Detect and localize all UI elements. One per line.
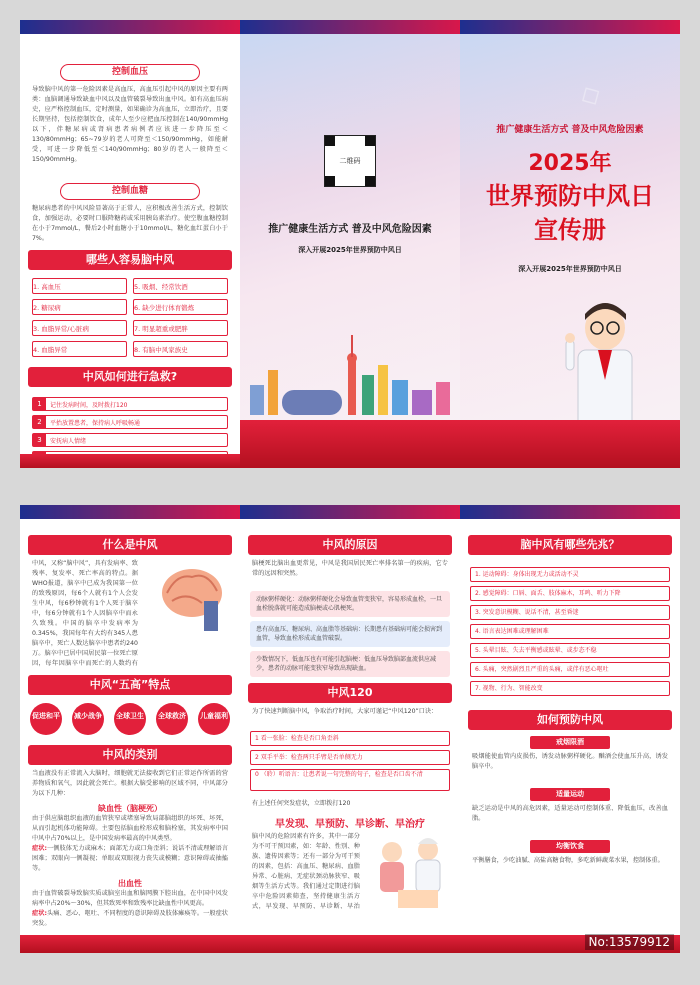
- watermark: ◇: [573, 77, 607, 113]
- sign-row: 3. 突发意识模糊、说话不清，甚至昏迷: [470, 605, 670, 620]
- feature-circle: 儿童福利: [198, 703, 230, 735]
- fast-row: 2 双手平举：检查两只手臂是否单侧无力: [250, 750, 450, 765]
- four-early-slogan: 早发现、早预防、早诊断、早治疗: [275, 819, 425, 830]
- prevention-text: 缺乏运动是中风的高危因素，适量运动可控制体重、降低血压，改善血脂。: [472, 805, 668, 822]
- sign-row: 4. 语言表达困难或理解困难: [470, 624, 670, 639]
- prevention-text: 吸烟能使血管内皮损伤，诱发动脉粥样硬化。酗酒会使血压升高，诱发脑卒中。: [472, 753, 668, 770]
- panel-back-cover: [240, 20, 460, 468]
- fast-rows: [240, 731, 460, 799]
- top-bar: [20, 505, 240, 519]
- type-ischemic-symptoms: 症状:一侧肢体无力或麻木；面部无力或口角歪斜；说话不清或理解语言困难；双眼向一侧凝视；单眼或双眼视力丧失或模糊；意识障碍或抽搐等。: [32, 845, 228, 872]
- top-bar: [240, 20, 460, 34]
- five-features: [20, 699, 240, 739]
- brain-illustration: [152, 563, 232, 633]
- risk-item: 1. 高血压: [32, 278, 127, 294]
- ribbon-title: 中风的原因: [248, 535, 452, 555]
- risk-item: 4. 血脂异常: [32, 341, 127, 357]
- ribbon-title: 如何预防中风: [468, 710, 672, 730]
- type-ischemic-text: 由于供应脑组织血液的血管狭窄或堵塞导致局部脑组织的坏死、坏死，从而引起机体功能障碍。主要包括脑血栓形成和脑栓塞，其发病率中国中风中占70%以上，是中国发病率最高的中风类型。: [32, 815, 228, 842]
- ribbon-title: 哪些人容易脑中风: [28, 250, 232, 270]
- panel-front-cover: [460, 20, 680, 468]
- four-early-text: 脑中风的危险因素有许多，其中一部分为不可干预因素，如：年龄、性别、种族、遗传因素等；还有一部分为可干预的因素，包括：高血压、糖尿病、血脂异常、心脏病、无症状颈动脉狭窄、吸烟等生活方式等。我们通过定期进行脑卒中危险因素筛查，坚持健康生活方式，早发现、早预防、早诊断、早治: [252, 833, 360, 910]
- ribbon-title: 中风120: [248, 683, 452, 703]
- cause-box: 患有高血压、糖尿病、高血脂等基础病：长期患有基础病可能会损害到血管，导致血栓形成或血管破裂。: [250, 621, 450, 647]
- ribbon-title: 中风的类别: [28, 745, 232, 765]
- prevention-pill: 均衡饮食: [530, 840, 610, 853]
- ribbon-title: 中风如何进行急救?: [28, 367, 232, 387]
- feature-circle: 全球救济: [156, 703, 188, 735]
- panel-causes: [240, 505, 460, 953]
- aid-step: 3 安抚病人情绪: [32, 433, 228, 447]
- cover-subtitle: 深入开展2025年世界预防中风日: [518, 265, 622, 273]
- cover-slogan: 推广健康生活方式 普及中风危险因素: [496, 125, 644, 135]
- type-ischemic-title: 缺血性（脑梗死）: [98, 804, 162, 813]
- ribbon-title: 什么是中风: [28, 535, 232, 555]
- sign-row: 2. 感觉障碍：口唇、面舌、肢体麻木，耳鸣、听力下降: [470, 586, 670, 601]
- bottom-band: [240, 935, 460, 953]
- risk-item: 3. 血脂异常/心脏病: [32, 320, 127, 336]
- sign-row: 7. 视物、行为、智能改变: [470, 681, 670, 696]
- fast-row: 1 看一张脸：检查是否口角歪斜: [250, 731, 450, 746]
- panel-what-is-stroke: [20, 505, 240, 953]
- risk-grid: [20, 274, 240, 361]
- section-title: 控制血压: [60, 64, 200, 81]
- sign-row: 5. 头晕目眩、失去平衡感或眩晕、或步态不稳: [470, 643, 670, 658]
- top-bar: [240, 505, 460, 519]
- ribbon-title: 中风“五高”特点: [28, 675, 232, 695]
- type-hemorrhagic-text: 由于血管破裂导致脑实质或脑室出血和脑网膜下腔出血，在中国中风发病率中占20%～30%，但其致死率和致残率比缺血性中风更高。: [32, 890, 228, 907]
- image-id-label: No:13579912: [585, 934, 674, 950]
- fast-row: 0 （聆）听语言：让患者说一句完整的句子，检查是否口齿不清: [250, 769, 450, 791]
- top-bar: [460, 20, 680, 34]
- cause-intro: 脑梗死比脑出血更常见，中风是我国居民死亡率排名第一的疾病，它专常的远因和突然。: [252, 560, 448, 577]
- cover-title-main: 世界预防中风日: [486, 182, 654, 210]
- cause-box: 少数情况下，低血压也有可能引起脑梗：低血压导致脑部血流供应减少，患者的动脉可能变狭窄导致出现缺血。: [250, 651, 450, 677]
- checkup-illustration: [368, 832, 452, 912]
- sign-row: 6. 头痛，突然剧烈且严重的头痛，或伴有恶心呕吐: [470, 662, 670, 677]
- aid-step: 1 记住发病时间，及时拨打120: [32, 397, 228, 411]
- cover-title-year: 2025年: [528, 151, 612, 176]
- bottom-band: [20, 935, 240, 953]
- risk-item: 5. 吸烟、经常饮酒: [133, 278, 228, 294]
- qr-code-placeholder: 二维码: [324, 135, 376, 187]
- top-bar: [460, 505, 680, 519]
- brochure-outside: [20, 20, 680, 468]
- bottom-band: [460, 420, 680, 468]
- section-title: 控制血糖: [60, 183, 200, 200]
- aid-step: 2 平抬放置患者，保持病人呼吸畅通: [32, 415, 228, 429]
- panel-control-tips: [20, 20, 240, 468]
- cause-box: 动脉粥样硬化：动脉粥样硬化会导致血管变狭窄，容易形成血栓，一旦血栓脱落就可能造成脑梗或心肌梗死。: [250, 591, 450, 617]
- panel-prevention: [460, 505, 680, 953]
- prevention-pill: 戒烟限酒: [530, 736, 610, 749]
- type-hemorrhagic-title: 出血性: [118, 879, 142, 888]
- what-is-text: 中风，又称“脑中风”，具有发病率、致残率、复发率、死亡率高的特点。据WHO报道，脑卒中已成为我国第一位的致残原因，每6个人就有1个人会发生中风，每6秒钟就有1个人死于脑卒中，每6分钟就有1个人因脑卒中而永久致残。中国的脑卒中发病率为0.345%，我国每年有大约有345人患脑卒中，死亡人数达脑卒中患者约240万。脑卒中已居中国居民第一位死亡原因，每年因脑卒中而死亡的人数约有: [32, 560, 138, 667]
- risk-item: 7. 明显超重或肥胖: [133, 320, 228, 336]
- blood-sugar-text: 糖尿病患者的中风风险显著高于正常人，应积极改善生活方式，控制饮食，加强运动，必要时口服降糖药或采用胰岛素治疗。使空腹血糖控制在小于7mmol/L，餐后2小时血糖小于10mmol/L，糖化血红蛋白小于7%。: [32, 205, 228, 242]
- risk-item: 8. 有脑中风家族史: [133, 341, 228, 357]
- risk-item: 2. 糖尿病: [32, 299, 127, 315]
- fast-tail: 有上述任何突发症状，立即拨打120: [252, 800, 351, 807]
- back-subtitle: 深入开展2025年世界预防中风日: [298, 246, 402, 254]
- types-intro: 当血液没有正常流入大脑时，细胞就无法接收到它们正常运作所需的营养物质和氧气，因此就会死亡。根据大脑受影响的区域不同，中风部分为以下几种：: [32, 770, 228, 797]
- back-title: 推广健康生活方式 普及中风危险因素: [268, 224, 432, 235]
- fast-intro: 为了快速判断脑中风，争取治疗时间，大家可谨记“中风120”口诀：: [252, 708, 438, 715]
- risk-item: 6. 缺少进行体育锻炼: [133, 299, 228, 315]
- bottom-band: [240, 420, 460, 468]
- feature-circle: 促进和平: [30, 703, 62, 735]
- blood-pressure-text: 导致脑中风的第一危险因素是高血压，高血压引起中风的原因主要有两类：血脑调通导致缺血中风以及血管破裂导致出血中风。如有高血压病史，应严格控制血压，定时测量，如果确诊为高血压，立即治疗，且要长期坚持，包括控制饮食，成年人至少应把血压控制在140/90mmHg以下，伴糖尿病或肾病患者病例者应该进一步降压至＜130/80mmHg；65~79岁的老人可降至＜150/90mmHg，如能耐受，可进一步降低至＜140/90mmHg；80岁的老人一般降至＜150/90mmHg。: [32, 86, 228, 163]
- feature-circle: 减少战争: [72, 703, 104, 735]
- top-bar: [20, 20, 240, 34]
- prevention-text: 平衡膳食，少吃油腻、高盐高糖食物，多吃新鲜蔬菜水果，控制体重。: [472, 857, 664, 864]
- ribbon-title: 脑中风有哪些先兆？: [468, 535, 672, 555]
- bottom-band: [20, 454, 240, 468]
- sign-row: 1. 运动障碍：身体出现无力或活动不灵: [470, 567, 670, 582]
- brochure-inside: [20, 505, 680, 953]
- warning-signs: [460, 559, 680, 704]
- feature-circle: 全球卫生: [114, 703, 146, 735]
- prevention-pill: 适量运动: [530, 788, 610, 801]
- city-skyline-illustration: [240, 330, 460, 420]
- cover-title-booklet: 宣传册: [534, 216, 606, 244]
- type-hemorrhagic-symptoms: 症状:头痛、恶心、呕吐、不同程度的意识障碍及肢体瘫痪等。一般症状突发。: [32, 910, 228, 927]
